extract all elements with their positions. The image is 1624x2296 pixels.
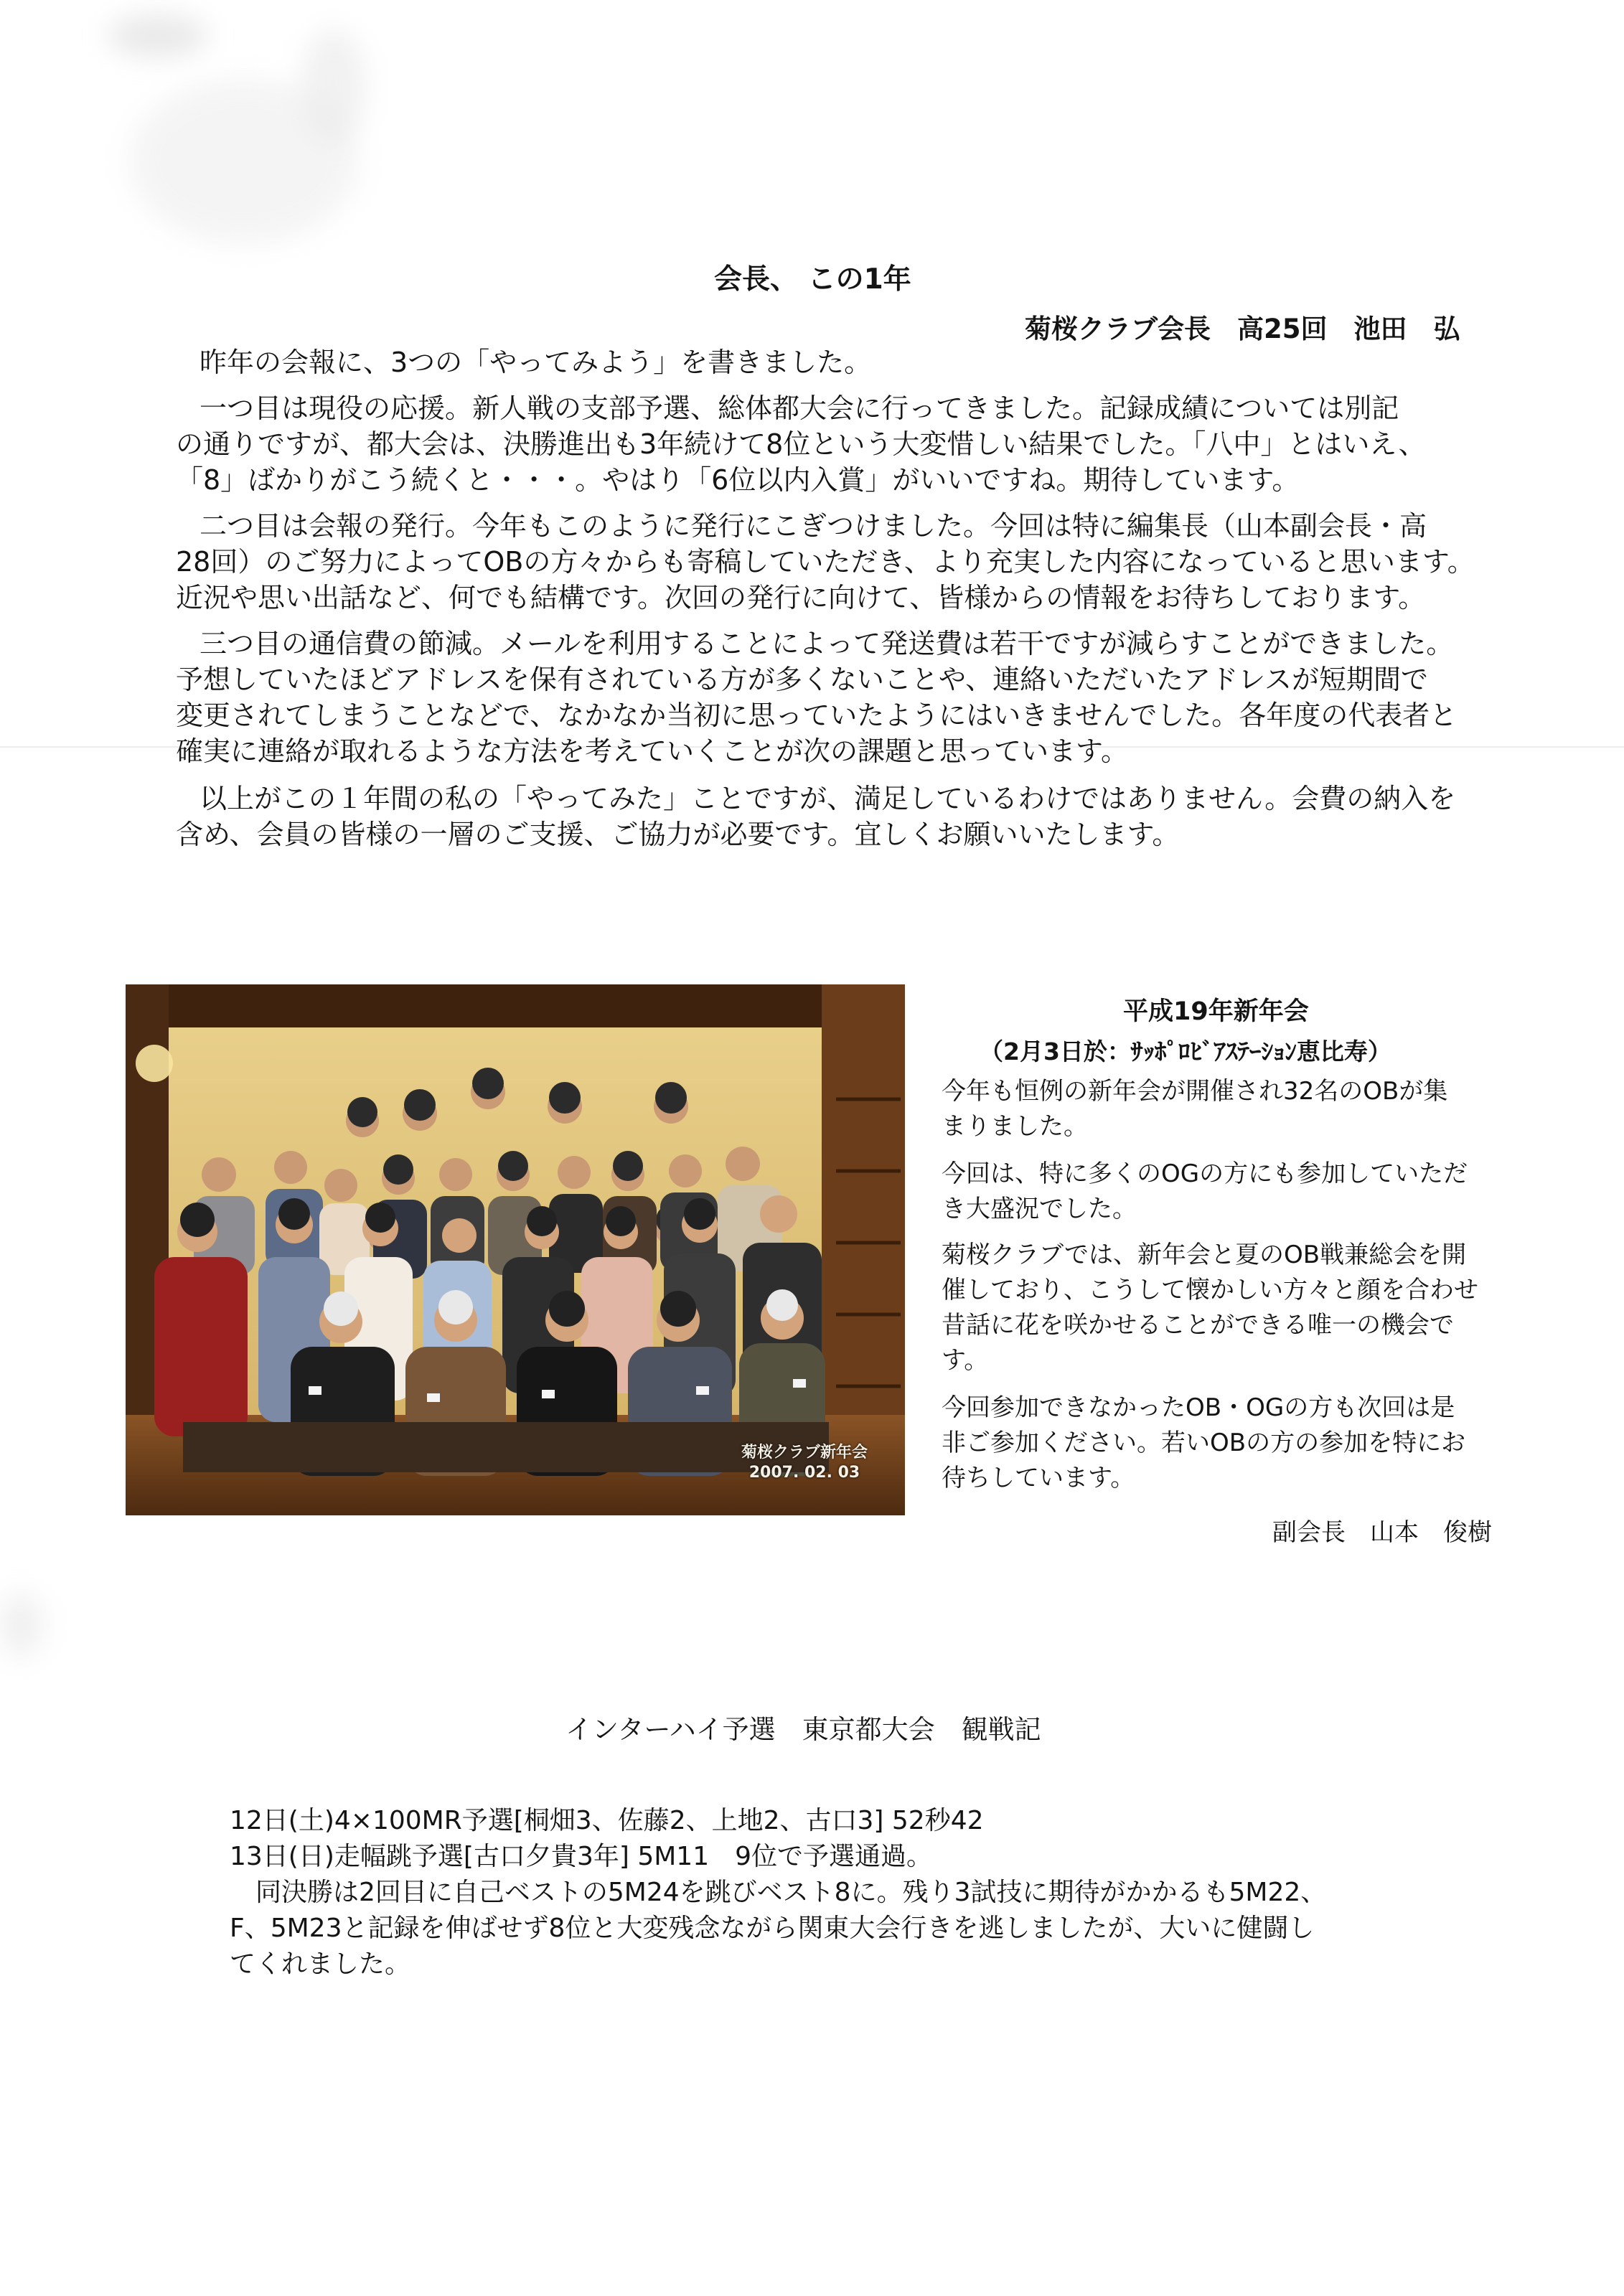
- article-paragraph: [176, 390, 1489, 498]
- party-signature: 副会長 山本 俊樹: [1272, 1518, 1492, 1547]
- article-paragraph: [176, 626, 1489, 769]
- photo-caption: [741, 1443, 868, 1483]
- text-line: 菊桜クラブでは、新年会と夏のOB戦兼総会を開: [942, 1241, 1467, 1269]
- text-line: 28回）のご努力によってOBの方々からも寄稿していただき、より充実した内容になっていると思います。: [176, 546, 1475, 578]
- text-line: 昔話に花を咲かせることができる唯一の機会で: [942, 1311, 1454, 1340]
- text-line: 以上がこの１年間の私の「やってみた」ことですが、満足しているわけではありません。会費の納入を: [200, 783, 1456, 814]
- text-line: 今回参加できなかったOB・OGの方も次回は是: [942, 1393, 1455, 1422]
- text-line: 昨年の会報に、3つの「やってみよう」を書きました。: [200, 347, 872, 378]
- text-line: 予想していたほどアドレスを保有されている方が多くないことや、連絡いただいたアドレスが短期間で: [176, 664, 1428, 695]
- photo-caption-date: 2007. 02. 03: [748, 1464, 860, 1482]
- party-subtitle: （2月3日於：ｻｯﾎﾟﾛﾋﾞｱｽﾃｰｼｮﾝ恵比寿）: [980, 1038, 1391, 1065]
- text-line: 同決勝は2回目に自己ベストの5M24を跳びベスト8に。残り3試技に期待がかかるも5M22、: [255, 1878, 1327, 1907]
- text-line: まりました。: [942, 1112, 1088, 1141]
- paper-smudge: [301, 29, 366, 144]
- paper-smudge: [108, 14, 208, 57]
- text-line: 「8」ばかりがこう続くと・・・。やはり「6位以内入賞」がいいですね。期待しています。: [176, 464, 1300, 496]
- text-line: 待ちしています。: [942, 1464, 1135, 1492]
- party-paragraph: [942, 1074, 1516, 1144]
- party-paragraph: [942, 1157, 1516, 1227]
- party-title: 平成19年新年会: [1123, 997, 1309, 1026]
- text-line: 13日(日)走幅跳予選[古口夕貴3年] 5M11 9位で予選通過。: [230, 1842, 933, 1871]
- article-paragraph: [200, 344, 1513, 380]
- article-byline: 菊桜クラブ会長 高25回 池田 弘: [1025, 314, 1460, 344]
- article-title: 会長、 この1年: [714, 263, 911, 296]
- paper-smudge: [0, 1593, 43, 1657]
- text-line: てくれました。: [230, 1949, 411, 1979]
- text-line: 含め、会員の皆様の一層のご支援、ご協力が必要です。宜しくお願いいたします。: [176, 819, 1180, 850]
- text-line: き大盛況でした。: [942, 1195, 1137, 1223]
- group-photo-illustration: [126, 984, 905, 1515]
- text-line: 今年も恒例の新年会が開催され32名のOBが集: [942, 1077, 1448, 1106]
- text-line: す。: [942, 1346, 989, 1375]
- party-paragraph: [942, 1238, 1516, 1378]
- party-paragraph: [942, 1391, 1516, 1496]
- report-paragraph: [230, 1875, 1450, 1982]
- text-line: F、5M23と記録を伸ばせず8位と大変残念ながら関東大会行きを逃しましたが、大いに健闘し: [230, 1914, 1315, 1943]
- text-line: 今回は、特に多くのOGの方にも参加していただ: [942, 1159, 1468, 1188]
- text-line: 三つ目の通信費の節減。メールを利用することによって発送費は若干ですが減らすことができました。: [200, 628, 1454, 659]
- article-paragraph: [176, 781, 1489, 852]
- text-line: 非ご参加ください。若いOBの方の参加を特にお: [942, 1429, 1466, 1457]
- text-line: 変更されてしまうことなどで、なかなか当初に思っていたようにはいきませんでした。各年度の代表者と: [176, 700, 1458, 731]
- text-line: 確実に連絡が取れるような方法を考えていくことが次の課題と思っています。: [176, 735, 1128, 767]
- text-line: 一つ目は現役の応援。新人戦の支部予選、総体都大会に行ってきました。記録成績については別記: [200, 392, 1399, 424]
- photo-caption-title: 菊桜クラブ新年会: [741, 1444, 868, 1462]
- text-line: 近況や思い出話など、何でも結構です。次回の発行に向けて、皆様からの情報をお待ちしております。: [176, 582, 1426, 613]
- group-photo: [126, 984, 905, 1515]
- text-line: 二つ目は会報の発行。今年もこのように発行にこぎつけました。今回は特に編集長（山本副会長・高: [200, 510, 1427, 542]
- report-title: インターハイ予選 東京都大会 観戦記: [565, 1714, 1041, 1745]
- text-line: の通りですが、都大会は、決勝進出も3年続けて8位という大変惜しい結果でした。「八中」とはいえ、: [176, 428, 1426, 460]
- report-results: [230, 1803, 1450, 1875]
- text-line: 催しており、こうして懐かしい方々と顔を合わせ: [942, 1276, 1478, 1304]
- text-line: 12日(土)4×100MR予選[桐畑3、佐藤2、上地2、古口3] 52秒42: [230, 1806, 984, 1835]
- article-paragraph: [176, 508, 1489, 616]
